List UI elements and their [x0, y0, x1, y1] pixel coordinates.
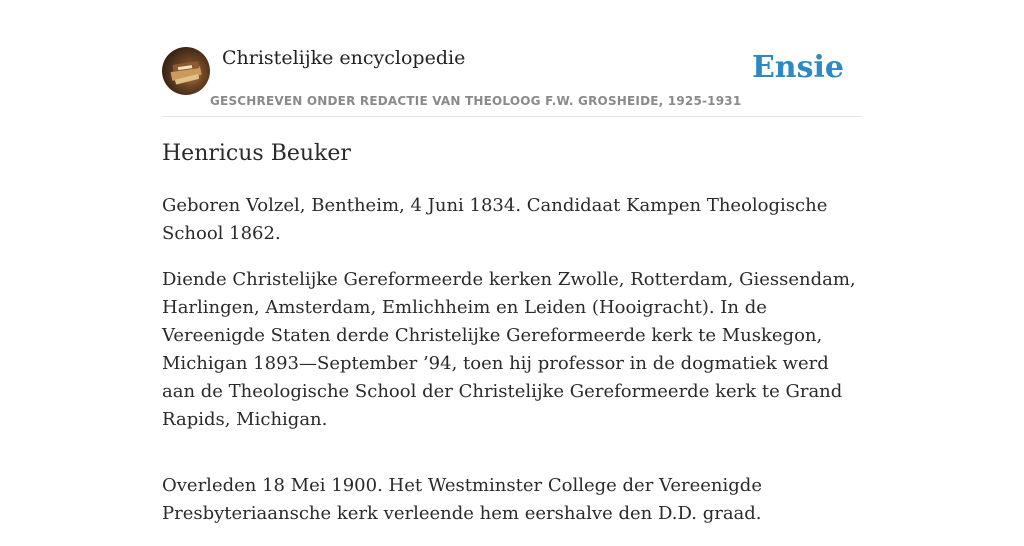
site-header: [162, 45, 862, 117]
site-title[interactable]: Christelijke encyclopedie: [222, 47, 466, 69]
site-subtitle: GESCHREVEN ONDER REDACTIE VAN THEOLOOG F.W. GROSHEIDE, 1925-1931: [210, 94, 742, 108]
article-paragraph: Diende Christelijke Gereformeerde kerken Zwolle, Rotterdam, Giessendam, Harlingen, Amsterdam, Emlichheim en Leiden (Hooigracht). In de Vereenigde Staten derde Christelijke Gereformeerde kerk te Muskegon, Michigan 1893—September ’94, toen hij professor in de dogmatiek werd aan de Theologische School der Christelijke Gereformeerde kerk te Grand Rapids, Michigan.: [162, 269, 856, 430]
article: [162, 138, 862, 546]
article-paragraph: Geboren Volzel, Bentheim, 4 Juni 1834. Candidaat Kampen Theologische School 1862.: [162, 195, 828, 244]
book-photo-icon[interactable]: [162, 47, 210, 95]
article-title: Henricus Beuker: [162, 141, 351, 166]
article-paragraph: Overleden 18 Mei 1900. Het Westminster College der Vereenigde Presbyteriaansche kerk verleende hem eershalve den D.D. graad.: [162, 475, 762, 524]
ensie-logo-link[interactable]: Ensie: [751, 50, 844, 85]
